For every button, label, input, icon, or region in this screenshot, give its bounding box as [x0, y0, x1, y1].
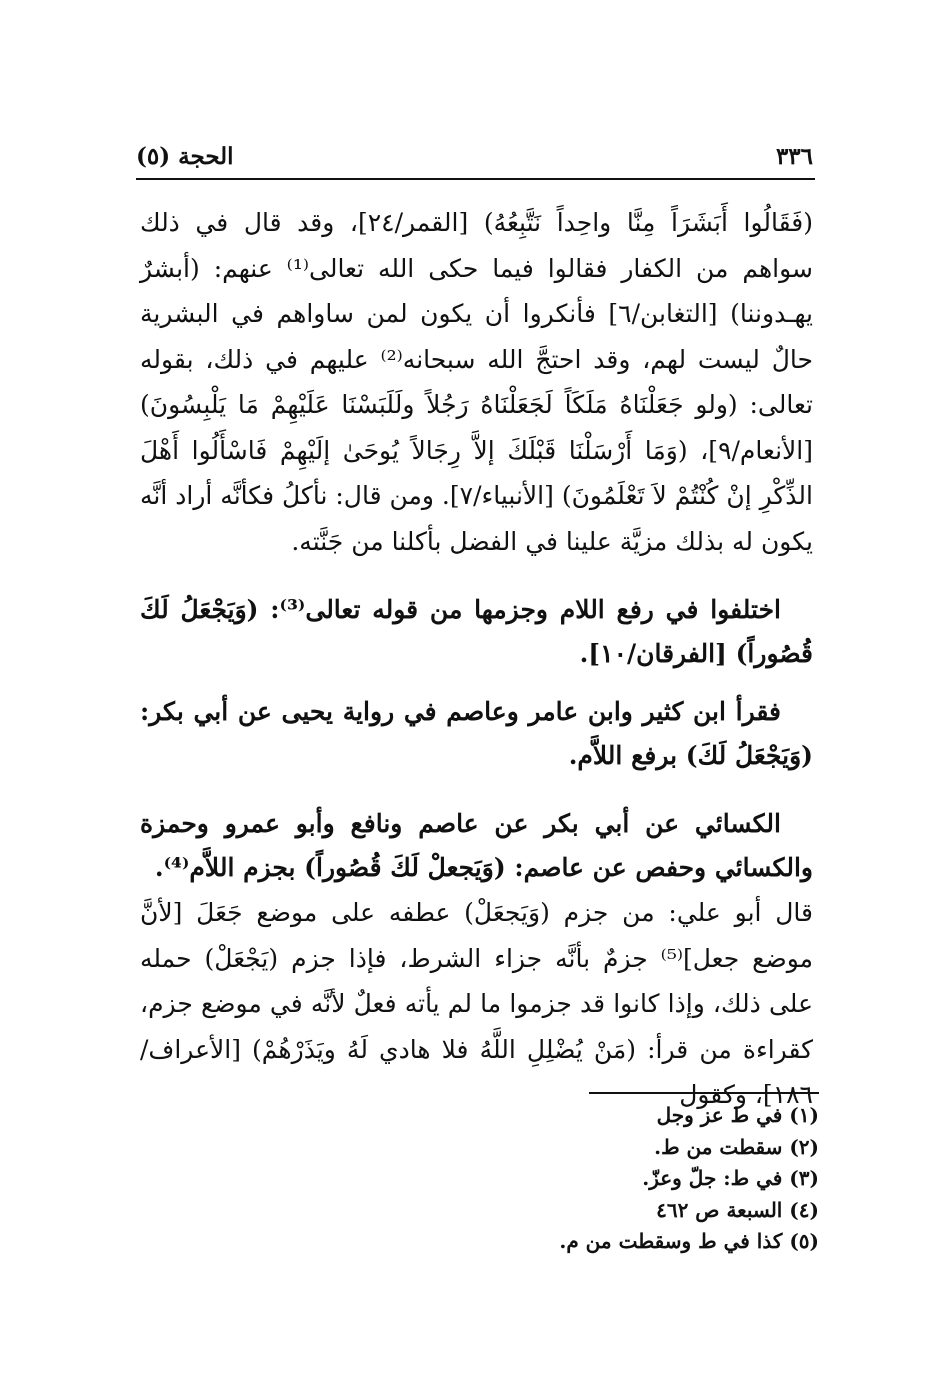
paragraph-1: (فَقَالُوا أَبَشَرَاً مِنَّا واحِداً نَتَّبِعُهُ) [القمر/٢٤]، وقد قال في ذلك سواهم من الكفار فقالوا فيما حكى الله تعالى⁽¹⁾ عنهم: (أبشرٌ يهـدوننا) [التغابن/٦] فأنكروا أن يكون لمن ساواهم في البشرية حالٌ ليست لهم، وقد احتجَّ الله سبحانه⁽²⁾ عليهم في ذلك، بقوله تعالى: (ولو جَعَلْنَاهُ مَلَكَاً لَجَعَلْنَاهُ رَجُلاً ولَلَبَسْنَا عَلَيْهِمْ مَا يَلْبِسُونَ) [الأنعام/٩]، (وَمَا أَرْسَلْنَا قَبْلَكَ إلاَّ رِجَالاً يُوحَىٰ إلَيْهِمْ فَاسْأَلُوا أَهْلَ الذِّكْرِ إنْ كُنْتُمْ لاَ تَعْلَمُونَ) [الأنبياء/٧]. ومن قال: نأكلُ فكأنَّه أراد أنَّه يكون له بذلك مزيَّة علينا في الفضل بأكلنا من جَنَّته. — [140, 208, 814, 556]
main-text — [140, 200, 813, 1118]
paragraph-2: اختلفوا في رفع اللام وجزمها من قوله تعالى⁽³⁾: (وَيَجْعَلُ لَكَ قُصُوراً) [الفرقان/١٠]. — [140, 595, 813, 668]
header-rule — [136, 178, 815, 180]
footnote-4: (٤) السبعة ص ٤٦٢ — [656, 1197, 819, 1222]
running-title: الحجة (٥) — [136, 143, 234, 170]
paragraph-5: قال أبو علي: من جزم (وَيَجعَلْ) عطفه على موضع جَعَلَ [لأنَّ موضع جعل]⁽⁵⁾ جزمٌ بأنَّه جزاء الشرط، فإذا جزم (يَجْعَلْ) حمله على ذلك، وإذا كانوا قد جزموا ما لم يأته فعلٌ لأنَّه في موضع جزم، كقراءة من قرأ: (مَنْ يُضْلِلِ اللَّهُ فلا هادي لَهُ ويَذَرْهُمْ) [الأعراف/١٨٦]، وكقول — [140, 898, 813, 1109]
footnote-1: (١) في ط عز وجل — [656, 1103, 819, 1127]
footnote-2: (٢) سقطت من ط. — [654, 1134, 819, 1159]
paragraph-3: فقرأ ابن كثير وابن عامر وعاصم في رواية يحيى عن أبي بكر: (وَيَجْعَلُ لَكَ) برفع اللاَّم. — [140, 697, 813, 770]
footnote-3: (٣) في ط: جلّ وعزّ. — [642, 1166, 819, 1190]
page-header — [136, 130, 813, 170]
footnotes — [140, 1100, 819, 1258]
page-number: ٣٣٦ — [775, 143, 813, 170]
footnote-5: (٥) كذا في ط وسقطت من م. — [559, 1229, 819, 1253]
footnote-rule — [589, 1092, 819, 1094]
paragraph-4: الكسائي عن أبي بكر عن عاصم ونافع وأبو عمرو وحمزة والكسائي وحفص عن عاصم: (وَيَجعلْ لَكَ قُصُوراً) بجزم اللاَّم⁽⁴⁾. — [140, 809, 813, 882]
